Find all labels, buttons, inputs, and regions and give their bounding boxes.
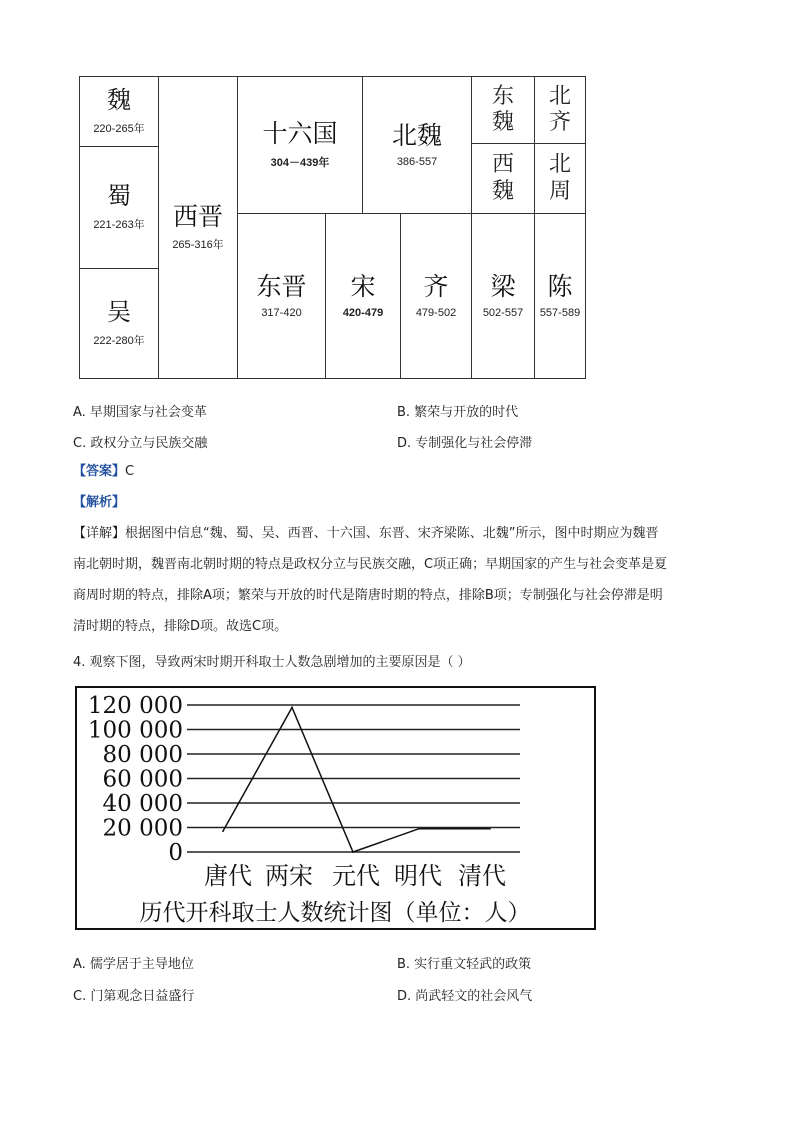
q3-option-d[interactable]: D. 专制强化与社会停滞 [397, 436, 533, 451]
dynasty-table [79, 76, 586, 379]
analysis-label: 【解析】 [73, 495, 126, 510]
q4-option-c[interactable]: C. 门第观念日益盛行 [73, 989, 195, 1004]
x-category-label: 清代 [458, 862, 506, 890]
data-point [489, 828, 491, 830]
dynasty-years: 502-557 [482, 306, 524, 319]
q4-stem: 4. 观察下图，导致两宋时期开科取士人数急剧增加的主要原因是（ ） [73, 655, 471, 670]
q4-option-a[interactable]: A. 儒学居于主导地位 [73, 957, 194, 972]
data-point [222, 830, 224, 832]
cell-beiwei [362, 76, 472, 214]
dynasty-years: 304－439年 [270, 156, 330, 169]
data-point [291, 707, 293, 709]
y-tick-label: 0 [168, 840, 183, 866]
cell-xijin [158, 76, 238, 379]
answer-value: C [125, 464, 135, 479]
cell-chen [534, 213, 586, 379]
y-tick-label: 60 000 [102, 766, 183, 793]
cell-dongwei [471, 76, 535, 144]
q3-option-a[interactable]: A. 早期国家与社会变革 [73, 405, 207, 420]
q4-option-b[interactable]: B. 实行重文轻武的政策 [397, 957, 532, 972]
dynasty-years: 222-280年 [93, 334, 145, 347]
dynasty-years: 420-479 [342, 306, 384, 319]
cell-wei [79, 76, 159, 147]
x-category-label: 明代 [394, 862, 442, 890]
dynasty-name: 吴 [107, 298, 131, 327]
q4-option-d[interactable]: D. 尚武轻文的社会风气 [397, 989, 533, 1004]
dynasty-name: 陈 [547, 272, 573, 302]
data-point [352, 851, 354, 853]
dynasty-name: 西晋 [172, 201, 223, 231]
data-point [418, 828, 420, 830]
answer-label: 【答案】 [73, 464, 126, 479]
dynasty-name: 梁 [490, 272, 516, 302]
explanation-line-3: 商周时期的特点，排除A项；繁荣与开放的时代是隋唐时期的特点，排除B项；专制强化与社会停滞是明 [73, 588, 663, 603]
y-tick-label: 40 000 [102, 791, 183, 817]
dynasty-name: 北 齐 [549, 83, 572, 135]
dynasty-name: 魏 [107, 86, 131, 115]
x-category-label: 两宋 [265, 862, 313, 890]
dynasty-years: 557-589 [539, 306, 581, 319]
explanation-label: 【详解】 [73, 526, 126, 541]
dynasty-years: 317-420 [261, 306, 302, 319]
dynasty-name: 东 魏 [492, 83, 515, 135]
y-tick-label: 20 000 [102, 815, 183, 842]
dynasty-name: 北魏 [391, 121, 442, 151]
y-tick-label: 80 000 [102, 742, 183, 768]
explanation-line-4: 清时期的特点，排除D项。故选C项。 [73, 619, 288, 634]
analysis-line [73, 487, 125, 518]
dynasty-years: 221-263年 [93, 218, 145, 231]
x-category-label: 元代 [332, 862, 380, 890]
explanation [73, 518, 723, 642]
x-category-label: 唐代 [204, 862, 252, 890]
dynasty-name: 十六国 [262, 119, 338, 149]
cell-beizhou [534, 143, 586, 214]
dynasty-years: 265-316年 [172, 239, 224, 252]
dynasty-name: 西 魏 [492, 152, 515, 204]
answer-line [73, 456, 134, 487]
cell-song [325, 213, 401, 379]
q3-option-b[interactable]: B. 繁荣与开放的时代 [397, 405, 519, 420]
cell-shu [79, 146, 159, 269]
y-tick-label: 100 000 [87, 717, 183, 744]
dynasty-name: 北 周 [549, 152, 572, 204]
dynasty-name: 宋 [350, 272, 376, 302]
dynasty-name: 东晋 [256, 272, 307, 302]
explanation-line-2: 南北朝时期，魏晋南北朝时期的特点是政权分立与民族交融，C项正确；早期国家的产生与社会变革是夏 [73, 557, 668, 572]
chart-title: 历代开科取士人数统计图（单位：人） [139, 900, 531, 926]
cell-liang [471, 213, 535, 379]
q3-option-c[interactable]: C. 政权分立与民族交融 [73, 436, 208, 451]
cell-xiwei [471, 143, 535, 214]
dynasty-years: 479-502 [415, 306, 457, 319]
cell-shiliuguo [237, 76, 363, 214]
dynasty-years: 386-557 [396, 155, 438, 168]
explanation-line-1: 【详解】根据图中信息“魏、蜀、吴、西晋、十六国、东晋、宋齐梁陈、北魏”所示，图中时期应为魏晋 [73, 526, 659, 541]
cell-beiqi [534, 76, 586, 144]
y-tick-label: 120 000 [87, 693, 183, 719]
cell-qi [400, 213, 472, 379]
dynasty-years: 220-265年 [93, 122, 145, 135]
dynasty-name: 蜀 [107, 182, 131, 211]
line-chart [77, 688, 594, 928]
cell-wu [79, 268, 159, 379]
exam-chart [75, 686, 596, 930]
cell-dongjin [237, 213, 326, 379]
dynasty-name: 齐 [423, 272, 449, 302]
